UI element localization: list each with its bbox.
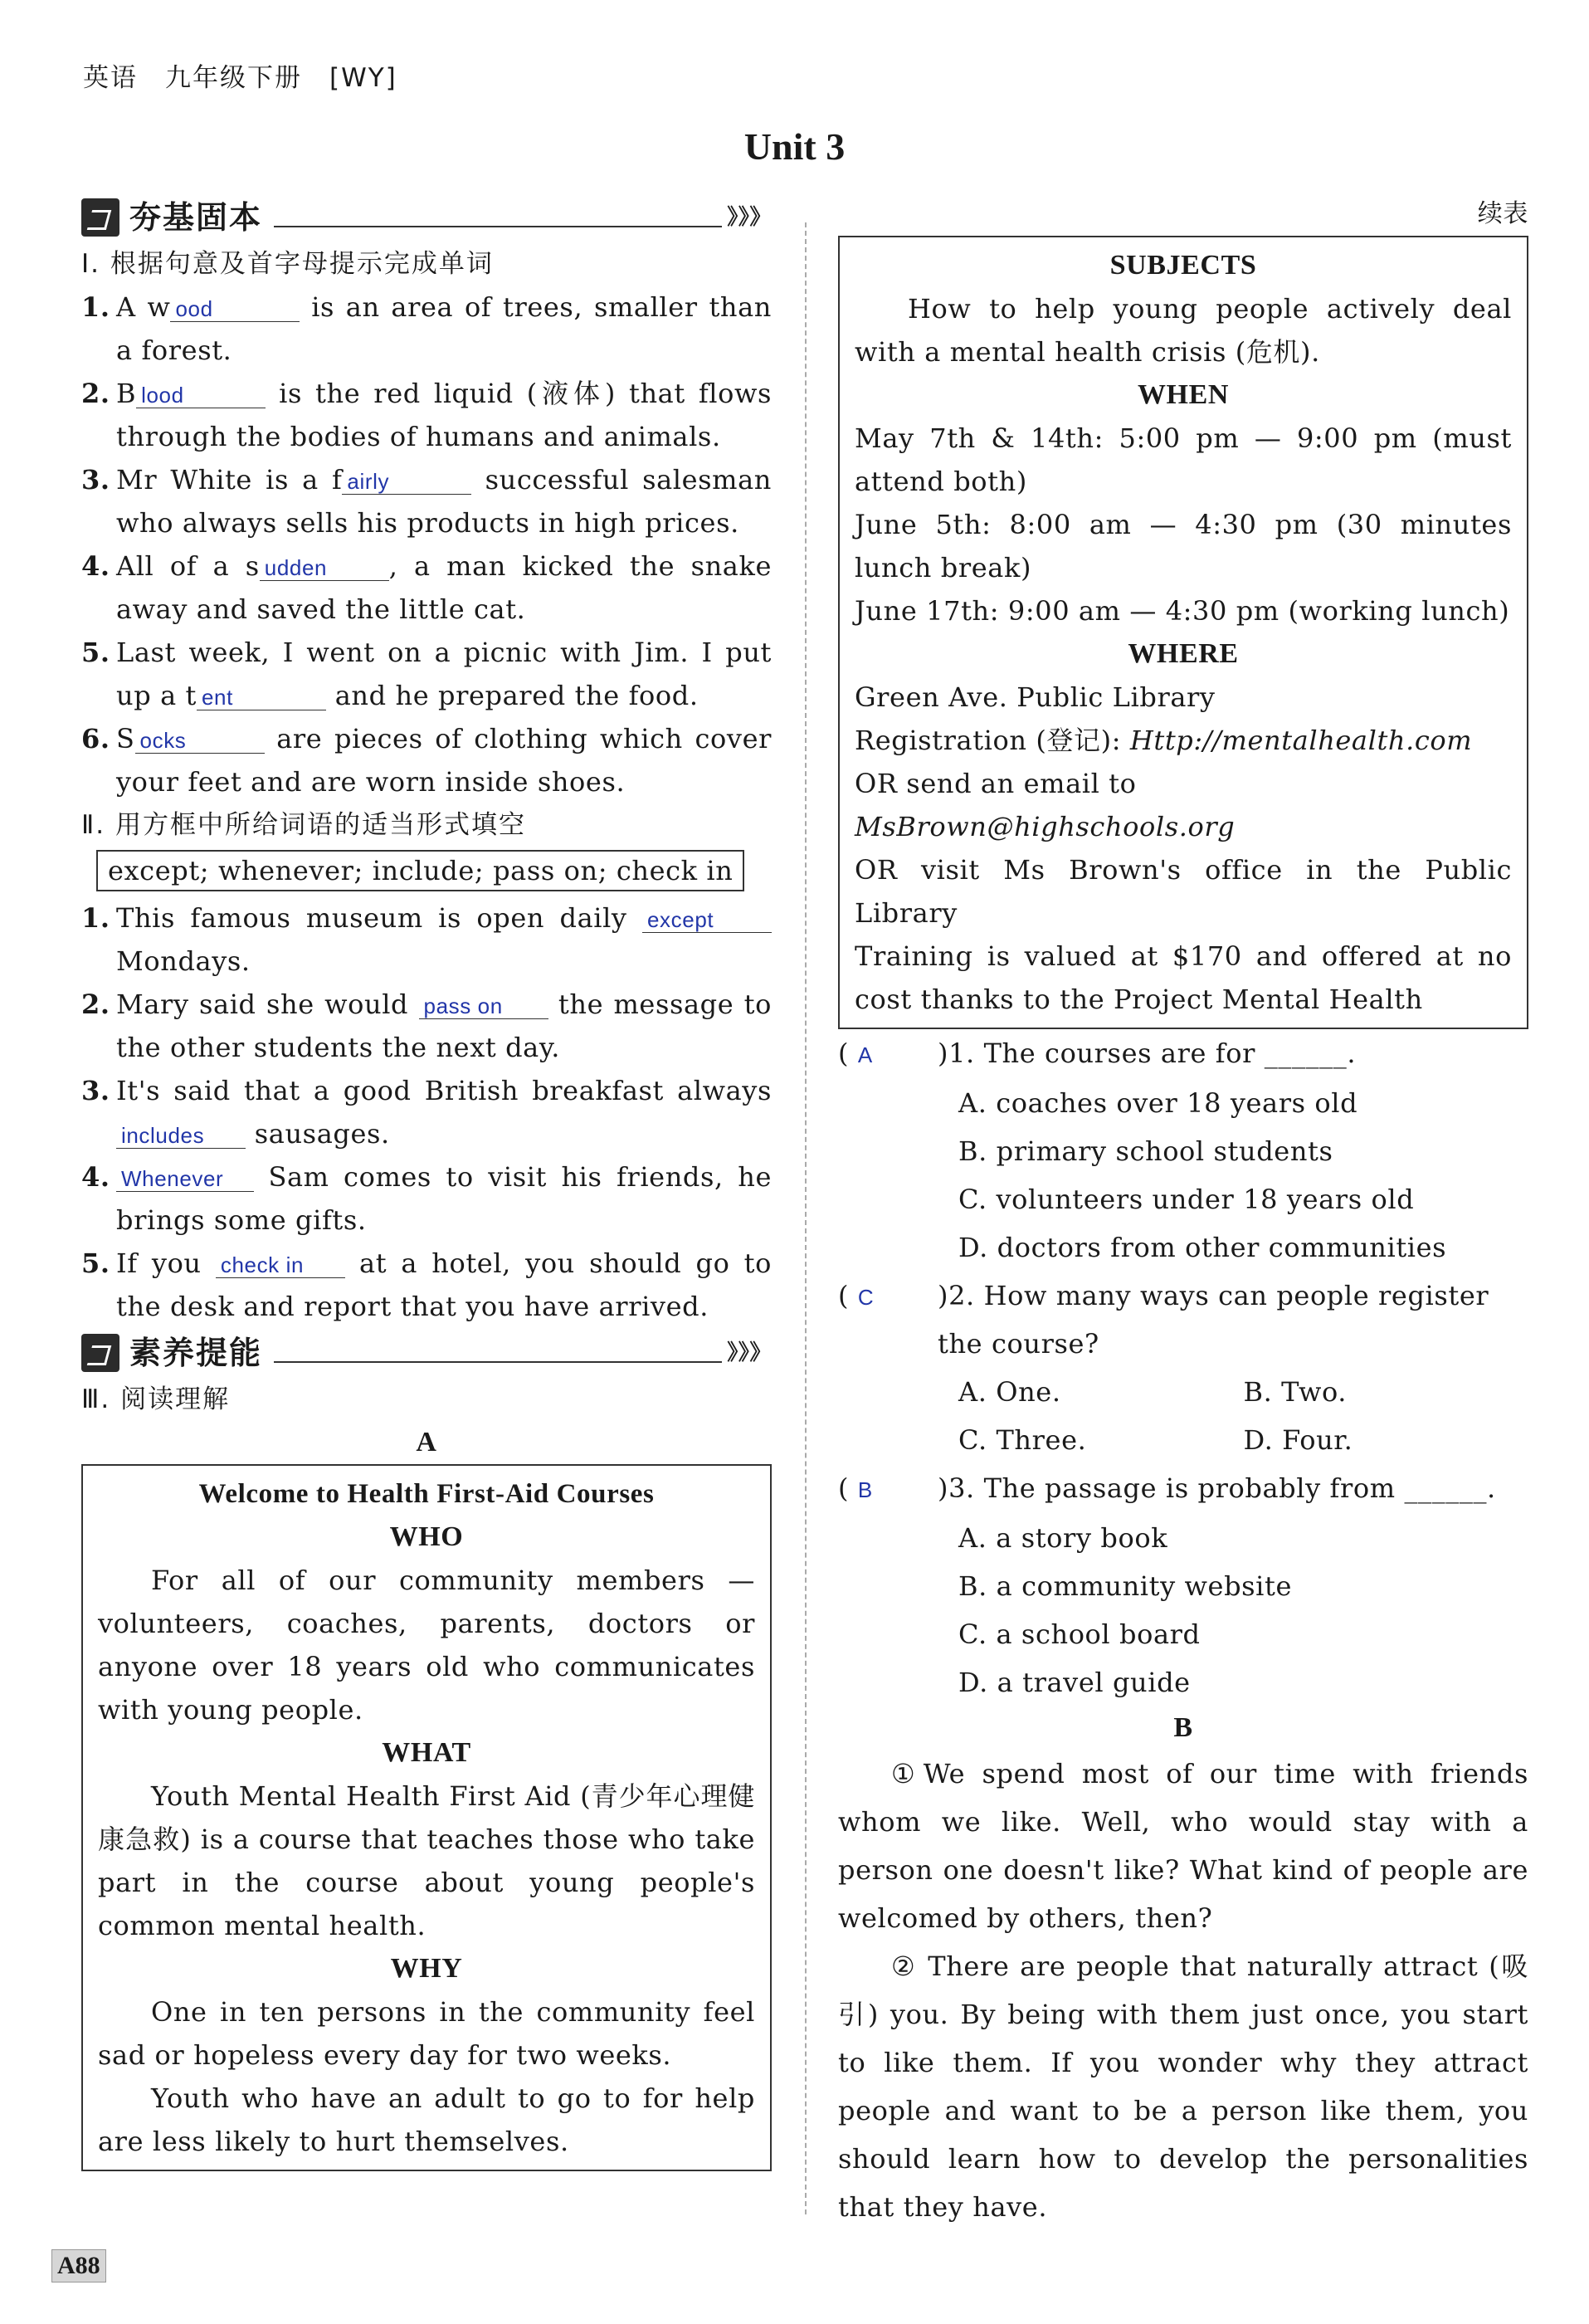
question-text: )3. The passage is probably from ______. xyxy=(938,1472,1496,1504)
section-heading-1 xyxy=(81,193,772,242)
answer-choice[interactable]: B xyxy=(857,1477,873,1502)
option[interactable]: B. Two. xyxy=(1243,1376,1348,1408)
option[interactable]: C. volunteers under 18 years old xyxy=(958,1184,1415,1215)
passage-b-paragraph-2: ② There are people that naturally attract (吸引) you. By being with them just once, you start to like them. If you wonder why they attract people and want to be a person like them, you should learn how to develop the personalities that they have. xyxy=(838,1950,1528,2223)
passage-label-b: B xyxy=(1173,1712,1193,1743)
question-1: ( A )1. The courses are for ______. xyxy=(838,1029,1528,1079)
section-icon xyxy=(81,198,119,237)
answer-blank[interactable]: airly xyxy=(342,469,471,495)
subjects-heading: SUBJECTS xyxy=(1109,250,1257,281)
divider xyxy=(274,1361,722,1363)
unit-title: Unit 3 xyxy=(743,125,846,168)
training-text: Training is valued at $170 and offered at no cost thanks to the Project Mental Health xyxy=(855,940,1512,1015)
where-line-3: OR send an email to MsBrown@highschools.org xyxy=(855,768,1236,842)
option-row xyxy=(838,1416,1528,1464)
where-line-2: Registration (登记): Http://mentalhealth.com xyxy=(855,725,1473,756)
why-heading: WHY xyxy=(390,1953,463,1984)
option[interactable]: D. Four. xyxy=(1243,1424,1353,1456)
list-item: 1. This famous museum is open daily except Mondays. xyxy=(81,896,772,983)
arrows-icon: 》》》 xyxy=(727,205,772,230)
option-row xyxy=(838,1368,1528,1416)
answer-blank[interactable]: check in xyxy=(216,1252,345,1278)
answer-blank[interactable]: except xyxy=(642,907,772,933)
why-text-1: One in ten persons in the community feel sad or hopeless every day for two weeks. xyxy=(98,1996,755,2071)
who-text: For all of our community members — volunteers, coaches, parents, doctors or anyone over 18 years old who communicates with young people. xyxy=(98,1565,755,1726)
option[interactable]: D. doctors from other communities xyxy=(958,1232,1447,1263)
column-divider xyxy=(805,222,807,2214)
option[interactable]: A. a story book xyxy=(958,1522,1168,1554)
why-text-2: Youth who have an adult to go to for help are less likely to hurt themselves. xyxy=(98,2082,755,2157)
option[interactable]: D. a travel guide xyxy=(958,1667,1191,1698)
arrows-icon: 》》》 xyxy=(727,1340,772,1365)
answer-blank[interactable]: udden xyxy=(260,555,389,581)
course-info-box-continued xyxy=(838,236,1528,1029)
where-line-1: Green Ave. Public Library xyxy=(855,681,1216,713)
where-heading: WHERE xyxy=(1128,638,1239,669)
option[interactable]: A. One. xyxy=(958,1376,1061,1408)
part1-list xyxy=(81,286,772,803)
answer-blank[interactable]: lood xyxy=(136,383,266,408)
answer-blank[interactable]: includes xyxy=(116,1123,246,1149)
when-line-3: June 17th: 9:00 am — 4:30 pm (working lunch) xyxy=(855,595,1510,627)
right-column xyxy=(838,193,1528,2231)
option[interactable]: C. a school board xyxy=(958,1618,1201,1650)
question-text: )2. How many ways can people register the course? xyxy=(938,1280,1489,1360)
answer-blank[interactable]: Whenever xyxy=(116,1166,254,1192)
word-box: except; whenever; include; pass on; check in xyxy=(96,850,744,891)
option[interactable]: B. primary school students xyxy=(958,1135,1333,1167)
left-column xyxy=(81,193,772,2171)
continued-label: 续表 xyxy=(1477,199,1528,228)
what-text: Youth Mental Health First Aid (青少年心理健康急救) is a course that teaches those who take part in the course about young people's common mental health. xyxy=(98,1780,755,1941)
list-item: 5. Last week, I went on a picnic with Jim. I put up a t ent and he prepared the food. xyxy=(81,637,772,711)
when-heading: WHEN xyxy=(1137,379,1230,410)
answer-choice[interactable]: C xyxy=(857,1285,875,1310)
question-2: ( C )2. How many ways can people register the course? xyxy=(838,1272,1528,1368)
passage-b-paragraph-1: ①We spend most of our time with friends whom we like. Well, who would stay with a person one doesn't like? What kind of people are welcomed by others, then? xyxy=(838,1758,1528,1934)
what-heading: WHAT xyxy=(382,1737,471,1768)
list-item: 5. If you check in at a hotel, you should go to the desk and report that you have arrived. xyxy=(81,1247,772,1322)
option[interactable]: B. a community website xyxy=(958,1570,1293,1602)
answer-blank[interactable]: ocks xyxy=(135,728,265,754)
when-line-2: June 5th: 8:00 am — 4:30 pm (30 minutes lunch break) xyxy=(855,509,1512,583)
question-3: ( B )3. The passage is probably from ______. xyxy=(838,1464,1528,1514)
list-item: 2. Mary said she would pass on the message to the other students the next day. xyxy=(81,989,773,1063)
divider xyxy=(274,226,722,227)
section-title: 夯基固本 xyxy=(129,199,263,236)
section-title: 素养提能 xyxy=(129,1335,263,1371)
box-title: Welcome to Health First-Aid Courses xyxy=(198,1479,655,1509)
who-heading: WHO xyxy=(389,1521,464,1552)
where-line-4: OR visit Ms Brown's office in the Public Library xyxy=(855,854,1512,929)
passage-label-a: A xyxy=(416,1427,437,1457)
subjects-text: How to help young people actively deal with a mental health crisis (危机). xyxy=(855,293,1512,368)
section-heading-2 xyxy=(81,1328,772,1378)
registration-link[interactable]: Http://mentalhealth.com xyxy=(1129,725,1473,756)
questions xyxy=(838,1029,1528,1706)
list-item: 4. All of a s udden , a man kicked the snake away and saved the little cat. xyxy=(81,550,773,625)
part2-list xyxy=(81,896,772,1328)
option[interactable]: C. Three. xyxy=(958,1424,1087,1456)
answer-blank[interactable]: ent xyxy=(197,685,326,710)
list-item: 1. A w ood is an area of trees, smaller than a forest. xyxy=(81,291,772,366)
answer-blank[interactable]: ood xyxy=(170,296,300,322)
question-text: )1. The courses are for ______. xyxy=(938,1038,1357,1069)
part1-heading: Ⅰ. 根据句意及首字母提示完成单词 xyxy=(81,249,494,279)
book-header: 英语 九年级下册 [WY] xyxy=(83,63,397,93)
option[interactable]: A. coaches over 18 years old xyxy=(958,1087,1358,1119)
list-item: 3. It's said that a good British breakfast always includes sausages. xyxy=(81,1075,772,1150)
list-item: 3. Mr White is a f airly successful salesman who always sells his products in high prices. xyxy=(81,464,773,539)
list-item: 4. Whenever Sam comes to visit his friends, he brings some gifts. xyxy=(81,1161,772,1236)
answer-choice[interactable]: A xyxy=(857,1042,873,1067)
list-item: 2. B lood is the red liquid (液体) that flows through the bodies of humans and animals. xyxy=(81,378,772,452)
list-item: 6. S ocks are pieces of clothing which cover your feet and are worn inside shoes. xyxy=(81,723,772,798)
section-icon xyxy=(81,1334,119,1372)
page-number: A88 xyxy=(51,2249,106,2282)
email-link[interactable]: MsBrown@highschools.org xyxy=(855,811,1236,842)
part2-heading: Ⅱ. 用方框中所给词语的适当形式填空 xyxy=(81,810,526,840)
course-info-box xyxy=(81,1464,772,2171)
answer-blank[interactable]: pass on xyxy=(419,994,548,1019)
when-line-1: May 7th & 14th: 5:00 pm — 9:00 pm (must attend both) xyxy=(855,422,1512,497)
part3-heading: Ⅲ. 阅读理解 xyxy=(81,1384,231,1414)
